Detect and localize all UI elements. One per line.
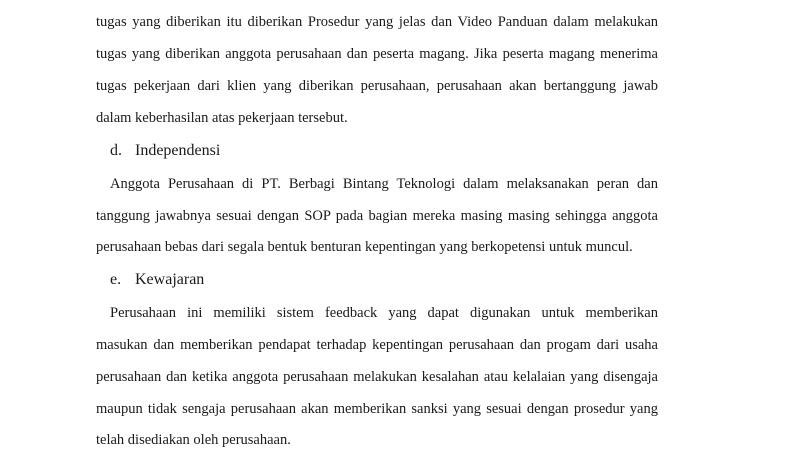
section-heading-kewajaran: [110, 270, 204, 290]
paragraph-line: tanggung jawabnya sesuai dengan SOP pada bagian mereka masing masing sehingga anggota: [96, 208, 658, 224]
section-heading-independensi: [110, 141, 220, 161]
paragraph-line: telah disediakan oleh perusahaan.: [96, 432, 291, 448]
paragraph-line: Anggota Perusahaan di PT. Berbagi Bintang Teknologi dalam melaksanakan peran dan: [110, 176, 658, 192]
paragraph-line: perusahaan bebas dari segala bentuk benturan kepentingan yang berkopetensi untuk muncul.: [96, 239, 633, 255]
paragraph-line: maupun tidak sengaja perusahaan akan memberikan sanksi yang sesuai dengan prosedur yang: [96, 401, 658, 417]
paragraph-line: tugas pekerjaan dari klien yang diberikan perusahaan, perusahaan akan bertanggung jawab: [96, 78, 658, 94]
section-title: Kewajaran: [135, 271, 205, 288]
paragraph-line: dalam keberhasilan atas pekerjaan tersebut.: [96, 110, 348, 126]
paragraph-line: Perusahaan ini memiliki sistem feedback yang dapat digunakan untuk memberikan: [110, 305, 658, 321]
paragraph-line: perusahaan dan ketika anggota perusahaan melakukan kesalahan atau kelalaian yang disengaja: [96, 369, 658, 385]
paragraph-line: tugas yang diberikan anggota perusahaan dan peserta magang. Jika peserta magang menerima: [96, 46, 658, 62]
paragraph-line: masukan dan memberikan pendapat terhadap kepentingan perusahaan dan progam dari usaha: [96, 337, 658, 353]
section-marker: d.: [110, 142, 122, 159]
section-marker: e.: [110, 271, 122, 288]
paragraph-line: tugas yang diberikan itu diberikan Prosedur yang jelas dan Video Panduan dalam melakukan: [96, 14, 658, 30]
section-title: Independensi: [135, 142, 221, 159]
